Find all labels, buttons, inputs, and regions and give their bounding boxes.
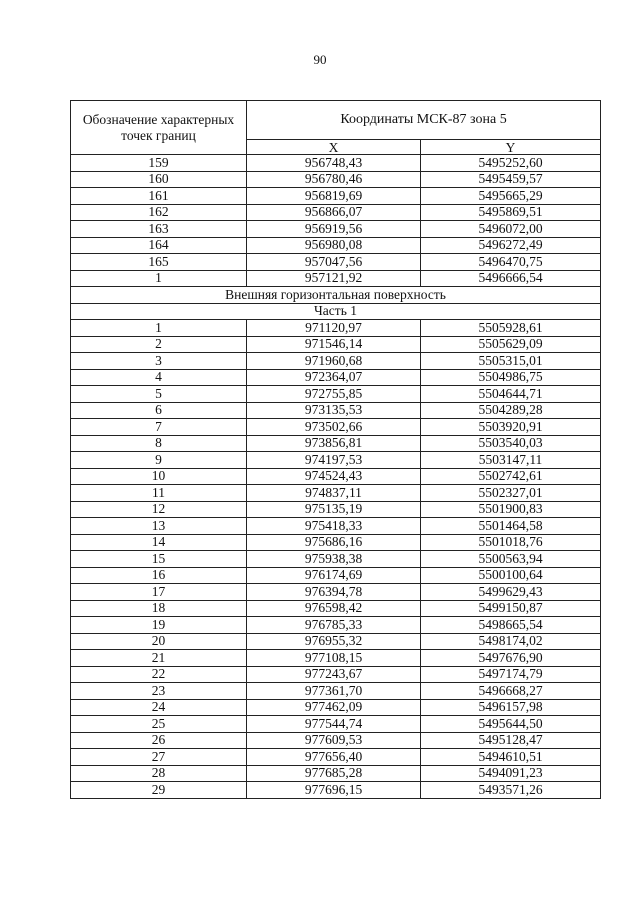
- coord-x: 956980,08: [247, 237, 421, 254]
- coord-y: 5496272,49: [421, 237, 601, 254]
- table-row: [71, 369, 601, 386]
- table-row: [71, 171, 601, 188]
- coord-x: 977696,15: [247, 782, 421, 799]
- coord-y: 5496666,54: [421, 270, 601, 287]
- table-row: [71, 270, 601, 287]
- point-number: 163: [71, 221, 247, 238]
- point-number: 164: [71, 237, 247, 254]
- table-row: [71, 584, 601, 601]
- coord-x: 972364,07: [247, 369, 421, 386]
- table-row: [71, 402, 601, 419]
- coord-x: 972755,85: [247, 386, 421, 403]
- point-number: 11: [71, 485, 247, 502]
- coord-y: 5495665,29: [421, 188, 601, 205]
- coord-y: 5497174,79: [421, 666, 601, 683]
- coord-x: 956919,56: [247, 221, 421, 238]
- table-row: [71, 468, 601, 485]
- coord-y: 5500100,64: [421, 567, 601, 584]
- coord-y: 5503540,03: [421, 435, 601, 452]
- table-row: [71, 716, 601, 733]
- table-row: [71, 567, 601, 584]
- table-row: [71, 386, 601, 403]
- coord-y: 5503920,91: [421, 419, 601, 436]
- header-y: Y: [421, 140, 601, 155]
- table-row: [71, 650, 601, 667]
- part-title: Часть 1: [71, 303, 601, 320]
- point-number: 13: [71, 518, 247, 535]
- coord-y: 5502327,01: [421, 485, 601, 502]
- point-number: 22: [71, 666, 247, 683]
- point-number: 162: [71, 204, 247, 221]
- table-row: [71, 551, 601, 568]
- table-header: [71, 101, 601, 155]
- coord-x: 977544,74: [247, 716, 421, 733]
- point-number: 1: [71, 320, 247, 337]
- table-row: [71, 666, 601, 683]
- coord-y: 5505629,09: [421, 336, 601, 353]
- point-number: 28: [71, 765, 247, 782]
- coord-y: 5505315,01: [421, 353, 601, 370]
- section-title: Внешняя горизонтальная поверхность: [71, 287, 601, 304]
- point-number: 21: [71, 650, 247, 667]
- coord-x: 977361,70: [247, 683, 421, 700]
- coord-y: 5504986,75: [421, 369, 601, 386]
- coord-y: 5503147,11: [421, 452, 601, 469]
- table-row: [71, 683, 601, 700]
- coord-y: 5493571,26: [421, 782, 601, 799]
- coord-x: 977108,15: [247, 650, 421, 667]
- table-row: [71, 765, 601, 782]
- point-number: 6: [71, 402, 247, 419]
- coord-x: 974837,11: [247, 485, 421, 502]
- coord-y: 5504289,28: [421, 402, 601, 419]
- point-number: 7: [71, 419, 247, 436]
- rows-part1: [71, 320, 601, 799]
- point-number: 29: [71, 782, 247, 799]
- point-number: 1: [71, 270, 247, 287]
- coord-y: 5500563,94: [421, 551, 601, 568]
- point-number: 8: [71, 435, 247, 452]
- coord-y: 5495644,50: [421, 716, 601, 733]
- coord-x: 971546,14: [247, 336, 421, 353]
- table-row: [71, 518, 601, 535]
- section-heading: [71, 287, 601, 320]
- point-number: 20: [71, 633, 247, 650]
- coord-y: 5505928,61: [421, 320, 601, 337]
- coord-y: 5504644,71: [421, 386, 601, 403]
- point-number: 19: [71, 617, 247, 634]
- point-number: 16: [71, 567, 247, 584]
- coord-y: 5501464,58: [421, 518, 601, 535]
- coord-x: 975938,38: [247, 551, 421, 568]
- table-row: [71, 336, 601, 353]
- table-row: [71, 435, 601, 452]
- point-number: 10: [71, 468, 247, 485]
- table-row: [71, 188, 601, 205]
- coord-x: 971960,68: [247, 353, 421, 370]
- coord-y: 5497676,90: [421, 650, 601, 667]
- coord-x: 975686,16: [247, 534, 421, 551]
- coord-x: 974524,43: [247, 468, 421, 485]
- coord-x: 971120,97: [247, 320, 421, 337]
- coord-y: 5502742,61: [421, 468, 601, 485]
- coord-x: 975418,33: [247, 518, 421, 535]
- point-number: 161: [71, 188, 247, 205]
- point-number: 2: [71, 336, 247, 353]
- coord-y: 5496668,27: [421, 683, 601, 700]
- table-row: [71, 204, 601, 221]
- table-row: [71, 353, 601, 370]
- coord-x: 977243,67: [247, 666, 421, 683]
- coord-x: 956819,69: [247, 188, 421, 205]
- table-row: [71, 600, 601, 617]
- coord-y: 5501900,83: [421, 501, 601, 518]
- coord-x: 976955,32: [247, 633, 421, 650]
- point-number: 12: [71, 501, 247, 518]
- header-coordinate-system: Координаты МСК-87 зона 5: [247, 101, 601, 140]
- header-x: X: [247, 140, 421, 155]
- table-row: [71, 254, 601, 271]
- point-number: 14: [71, 534, 247, 551]
- coord-x: 973502,66: [247, 419, 421, 436]
- coord-y: 5501018,76: [421, 534, 601, 551]
- table-row: [71, 501, 601, 518]
- coord-y: 5495128,47: [421, 732, 601, 749]
- coord-y: 5495459,57: [421, 171, 601, 188]
- table-row: [71, 155, 601, 172]
- point-number: 27: [71, 749, 247, 766]
- table-row: [71, 617, 601, 634]
- coord-x: 976785,33: [247, 617, 421, 634]
- point-number: 5: [71, 386, 247, 403]
- header-designation: Обозначение характерных точек границ: [71, 101, 247, 155]
- coord-y: 5496072,00: [421, 221, 601, 238]
- table-row: [71, 221, 601, 238]
- coord-y: 5499629,43: [421, 584, 601, 601]
- point-number: 18: [71, 600, 247, 617]
- point-number: 159: [71, 155, 247, 172]
- coord-x: 957047,56: [247, 254, 421, 271]
- table-row: [71, 699, 601, 716]
- table-row: [71, 782, 601, 799]
- point-number: 24: [71, 699, 247, 716]
- point-number: 25: [71, 716, 247, 733]
- point-number: 160: [71, 171, 247, 188]
- point-number: 23: [71, 683, 247, 700]
- coord-x: 974197,53: [247, 452, 421, 469]
- coord-y: 5498665,54: [421, 617, 601, 634]
- coord-y: 5495252,60: [421, 155, 601, 172]
- table-row: [71, 419, 601, 436]
- table-row: [71, 485, 601, 502]
- rows-top: [71, 155, 601, 287]
- point-number: 15: [71, 551, 247, 568]
- coord-x: 973856,81: [247, 435, 421, 452]
- table-row: [71, 320, 601, 337]
- coord-x: 973135,53: [247, 402, 421, 419]
- coord-x: 956780,46: [247, 171, 421, 188]
- point-number: 165: [71, 254, 247, 271]
- coord-x: 977685,28: [247, 765, 421, 782]
- coord-y: 5494610,51: [421, 749, 601, 766]
- coord-x: 956866,07: [247, 204, 421, 221]
- coord-y: 5494091,23: [421, 765, 601, 782]
- point-number: 3: [71, 353, 247, 370]
- point-number: 26: [71, 732, 247, 749]
- coord-y: 5499150,87: [421, 600, 601, 617]
- coord-x: 975135,19: [247, 501, 421, 518]
- coord-y: 5498174,02: [421, 633, 601, 650]
- table-row: [71, 732, 601, 749]
- table-row: [71, 534, 601, 551]
- point-number: 4: [71, 369, 247, 386]
- coord-y: 5495869,51: [421, 204, 601, 221]
- coord-x: 976394,78: [247, 584, 421, 601]
- point-number: 9: [71, 452, 247, 469]
- page-number: 90: [313, 52, 327, 67]
- coord-x: 957121,92: [247, 270, 421, 287]
- coord-x: 976174,69: [247, 567, 421, 584]
- coord-y: 5496157,98: [421, 699, 601, 716]
- coord-x: 977462,09: [247, 699, 421, 716]
- table-row: [71, 237, 601, 254]
- coord-x: 977609,53: [247, 732, 421, 749]
- table-row: [71, 452, 601, 469]
- table-row: [71, 633, 601, 650]
- coordinates-table: [70, 100, 601, 799]
- coord-x: 976598,42: [247, 600, 421, 617]
- coord-x: 977656,40: [247, 749, 421, 766]
- point-number: 17: [71, 584, 247, 601]
- table-row: [71, 749, 601, 766]
- coord-y: 5496470,75: [421, 254, 601, 271]
- coord-x: 956748,43: [247, 155, 421, 172]
